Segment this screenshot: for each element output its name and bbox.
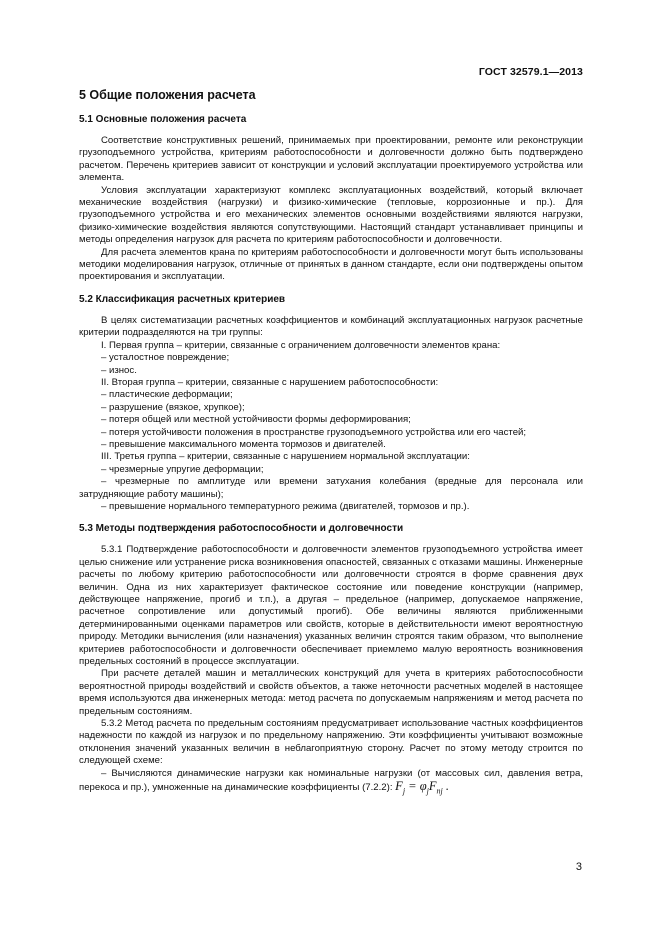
subsection-5-3-title: 5.3 Методы подтверждения работоспособности и долговечности <box>79 523 404 535</box>
list-item: II. Вторая группа – критерии, связанные с нарушением работоспособности: <box>101 376 439 388</box>
subsection-5-1-title: 5.1 Основные положения расчета <box>79 114 247 125</box>
paragraph: 5.3.1 Подтверждение работоспособности и долговечности элементов грузоподъемного устройства имеет целью снижение или устранение риска возникновения опасностей, связанных с отказами машины. Инженерные расчеты по любому критерию работоспособности или долговечности строятся в форме сравнения двух величин. Одна из них характеризует фактическое состояние или поведение конструкции (например, действующее напряжение, прогиб и т.п.), а другая – предельное (например, допускаемое напряжение, расчетное сопротивление или допустимый прогиб). Обе величины являются приближенными детерминированными оценками параметров или свойств, которые в действительности имеют вероятностную природу. Методики вычисления (или назначения) указанных величин строятся таким образом, что выполнение критериев работоспособности и долговечности обеспечивает приемлемо малую вероятность возникновения предельных состояний в процессе эксплуатации. <box>79 544 583 668</box>
paragraph: 5.3.2 Метод расчета по предельным состояниям предусматривает использование частных коэффициентов надежности по каждой из нагрузок и по предельному напряжению. Эти коэффициенты учитывают возможные отклонения значений указанных величин в неблагоприятную сторону. Расчет по этому методу строится по следующей схеме: <box>79 718 583 767</box>
dynamic-load-formula: $F_j = \varphi_jF_{nj}$ . <box>395 779 450 796</box>
paragraph: Соответствие конструктивных решений, принимаемых при проектировании, ремонте или реконструкции грузоподъемного устройства, критериям работоспособности и долговечности должно быть подтверждено расчетом. Перечень критериев зависит от конструкции и условий эксплуатации проектируемого устройства или элемента. <box>79 135 583 184</box>
paragraph: Для расчета элементов крана по критериям работоспособности и долговечности могут быть использованы методики моделирования нагрузок, отличные от принятых в данном стандарте, если они подтверждены опытом проектирования и эксплуатации. <box>79 246 583 283</box>
standard-code-header: ГОСТ 32579.1—2013 <box>478 66 583 78</box>
page-content <box>79 88 583 798</box>
list-item: – потеря общей или местной устойчивости формы деформирования; <box>101 414 411 426</box>
subsection-5-3-body <box>79 544 583 798</box>
list-item: – чрезмерные по амплитуде или времени затухания колебания (вредные для персонала или затрудняющие работу машины); <box>79 476 583 500</box>
list-item: I. Первая группа – критерии, связанные с ограничением долговечности элементов крана: <box>101 339 501 351</box>
list-item: – усталостное повреждение; <box>101 352 230 364</box>
subsection-5-1-body <box>79 135 583 284</box>
paragraph: При расчете деталей машин и металлических конструкций для учета в критериях работоспособности вероятностной природы воздействий и свойств объектов, а также неточности расчетных моделей в настоящее время используются два инженерных метода: метод расчета по допускаемым напряжениям и метод расчета по предельным состояниям. <box>79 668 583 717</box>
paragraph: В целях систематизации расчетных коэффициентов и комбинаций эксплуатационных нагрузок расчетные критерии подразделяются на три группы: <box>79 314 583 339</box>
list-item: – износ. <box>101 364 137 376</box>
list-item: – превышение нормального температурного режима (двигателей, тормозов и пр.). <box>101 500 470 512</box>
page-number: 3 <box>575 861 582 873</box>
subsection-5-2-title: 5.2 Классификация расчетных критериев <box>79 293 286 305</box>
section-title: 5 Общие положения расчета <box>79 88 256 102</box>
paragraph-with-formula <box>79 768 583 798</box>
paragraph-text: – Вычисляются динамические нагрузки как номинальные нагрузки (от массовых сил, давления ветра, перекоса и пр.), умноженные на динамические коэффициенты (7.2.2): <box>79 767 583 794</box>
subsection-5-2-body <box>79 315 583 514</box>
list-item: – разрушение (вязкое, хрупкое); <box>101 401 245 413</box>
list-item: – пластические деформации; <box>101 389 233 401</box>
list-item: – потеря устойчивости положения в пространстве грузоподъемного устройства или его частей; <box>101 426 527 438</box>
list-item: III. Третья группа – критерии, связанные с нарушением нормальной эксплуатации: <box>101 451 470 463</box>
list-item: – чрезмерные упругие деформации; <box>101 463 264 475</box>
paragraph: Условия эксплуатации характеризуют комплекс эксплуатационных воздействий, который включает механические воздействия (нагрузки) и физико-химические (тепловые, коррозионные и пр.). Для грузоподъемного устройства и его механических элементов основными воздействиями являются нагрузки, физико-химические воздействия являются сопутствующими. Настоящий стандарт устанавливает принципы и методы определения нагрузок для расчета по критериям работоспособности и долговечности. <box>79 184 583 246</box>
list-item: – превышение максимального момента тормозов и двигателей. <box>101 438 386 450</box>
